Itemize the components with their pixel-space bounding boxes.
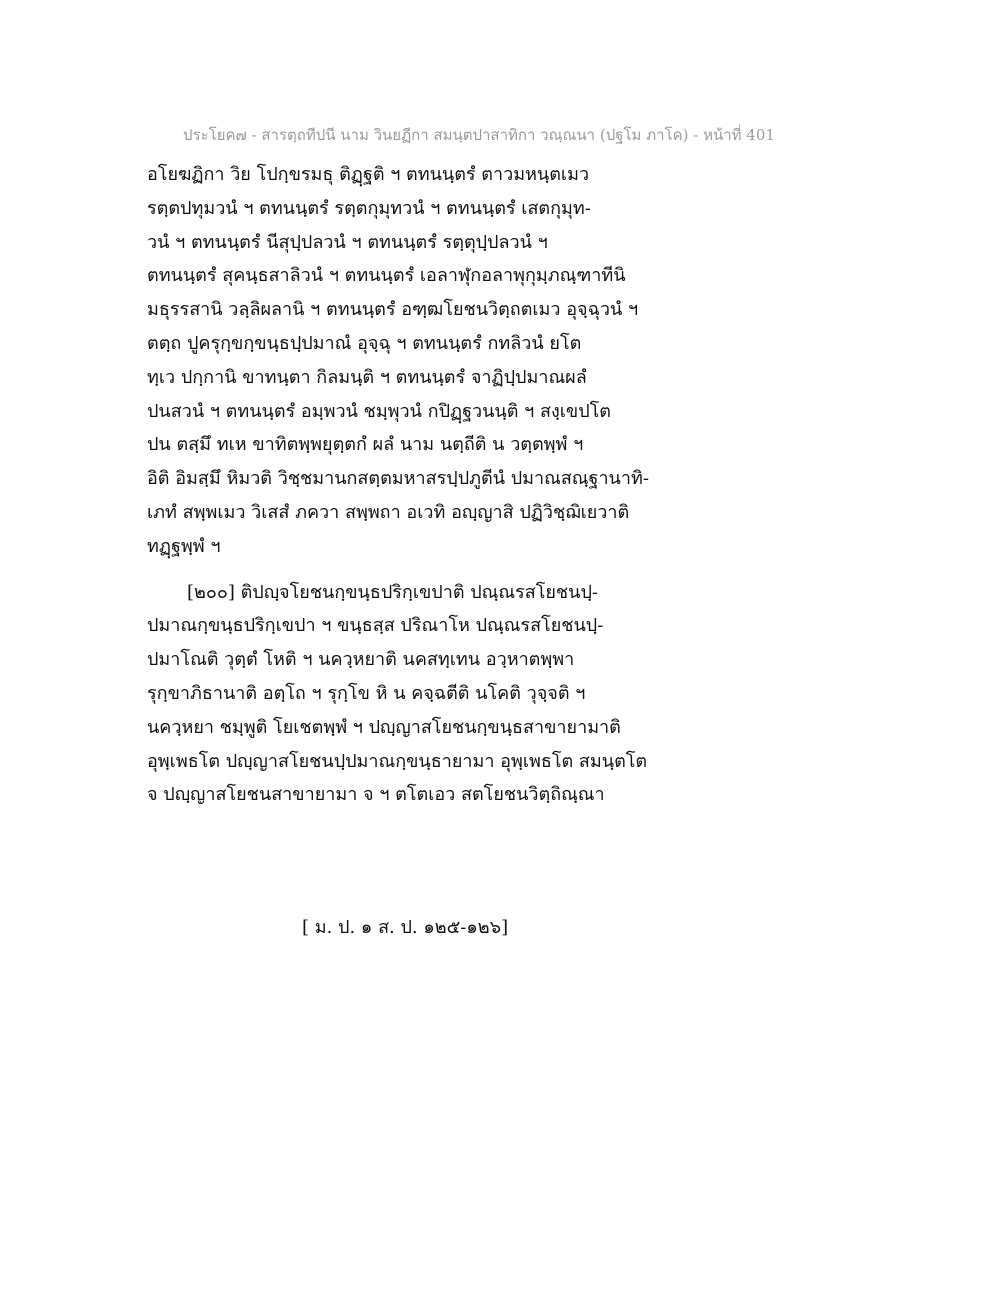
text-line: อโยฆฏิกา วิย โปกฺขรมธุ ติฏฺฐติ ฯ ตทนนฺตรํ ตาวมหนฺตเมว: [147, 164, 590, 185]
text-line: นควฺหยา ชมฺพูติ โยเชตพฺพํ ฯ ปญฺญาสโยชนกฺขนฺธสาขายามาติ: [147, 716, 621, 738]
text-line: รุกฺขาภิธานาติ อตฺโถ ฯ รุกฺโข หิ น คจฺฉตีติ นโคติ วุจฺจติ ฯ: [147, 682, 586, 704]
text-line: ตตฺถ ปูครุกฺขกฺขนฺธปฺปมาณํ อุจฺฉุ ฯ ตทนนฺตรํ กทลิวนํ ยโต: [147, 332, 582, 354]
text-line: ปมาณกฺขนฺธปริกฺเขปา ฯ ขนฺธสฺส ปริณาโห ปณฺณรสโยชนปฺ-: [147, 615, 604, 637]
text-line: ปมาโณติ วุตฺตํ โหติ ฯ นควฺหยาติ นคสทฺเทน อวฺหาตพฺพา: [147, 649, 575, 671]
text-line: วนํ ฯ ตทนนฺตรํ นีสุปฺปลวนํ ฯ ตทนนฺตรํ รตฺตุปฺปลวนํ ฯ: [147, 231, 548, 253]
text-line: ทฏฺฐพฺพํ ฯ: [147, 535, 221, 557]
text-line: อุพฺเพธโต ปญฺญาสโยชนปฺปมาณกฺขนฺธายามา อุพฺเพธโต สมนฺตโต: [147, 750, 648, 772]
text-line: ปน ตสฺมึ ทเห ขาทิตพฺพยุตฺตกํ ผลํ นาม นตฺถีติ น วตฺตพฺพํ ฯ: [147, 434, 584, 456]
text-line: มธุรรสานิ วลฺลิผลานิ ฯ ตทนนฺตรํ อฑฺฒโยชนวิตฺถตเมว อุจฺฉุวนํ ฯ: [147, 299, 639, 321]
text-line: [๒๐๐] ติปญฺจโยชนกฺขนฺธปริกฺเขปาติ ปณฺณรสโยชนปฺ-: [187, 581, 598, 603]
paragraph-gap: [147, 564, 707, 576]
running-header: ประโยค๗ - สารตฺถทีปนี นาม วินยฏีกา สมนฺตปาสาทิกา วณฺณนา (ปฐโม ภาโค) - หน้าที่ 401: [183, 126, 775, 144]
text-line: อิติ อิมสฺมึ หิมวติ วิชฺชมานกสตฺตมหาสรปฺปภูตีนํ ปมาณสณฺฐานาทิ-: [147, 468, 649, 490]
source-reference: [ ม. ป. ๑ ส. ป. ๑๒๕-๑๒๖]: [302, 917, 509, 938]
text-line: จ ปญฺญาสโยชนสาขายามา จ ฯ ตโตเอว สตโยชนวิตฺถิณฺณา: [147, 784, 605, 806]
body-text: [147, 158, 707, 812]
text-line: ตทนนฺตรํ สุคนฺธสาลิวนํ ฯ ตทนนฺตรํ เอลาฬุกอลาพุกุมฺภณฺฑาทีนิ: [147, 265, 626, 287]
text-line: รตฺตปทุมวนํ ฯ ตทนนฺตรํ รตฺตกุมุทวนํ ฯ ตทนนฺตรํ เสตกุมุท-: [147, 197, 591, 219]
text-line: ทฺเว ปกฺกานิ ขาทนฺตา กิลมนฺติ ฯ ตทนนฺตรํ จาฏิปฺปมาณผลํ: [147, 366, 587, 388]
text-line: เภทํ สพฺพเมว วิเสสํ ภควา สพฺพถา อเวทิ อญฺญาสิ ปฏิวิชฺฌิเยวาติ: [147, 501, 630, 523]
paragraph-1: [147, 158, 707, 564]
text-line: ปนสวนํ ฯ ตทนนฺตรํ อมฺพวนํ ชมฺพุวนํ กปิฏฺฐวนนฺติ ฯ สงฺเขปโต: [147, 400, 611, 422]
paragraph-2: [147, 576, 707, 813]
